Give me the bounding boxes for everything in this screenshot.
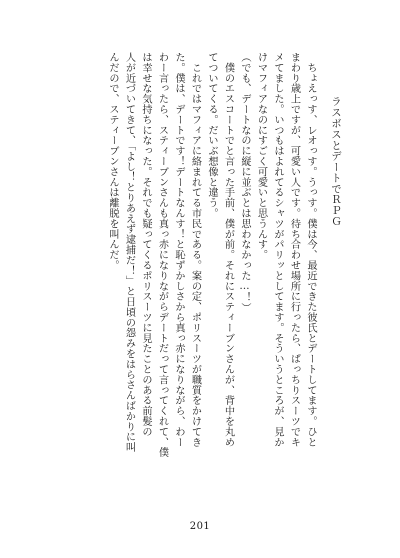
text-column: ちょえっす、レオっす。うっす。僕は今、最近できた彼氏とデートしてます。ひと xyxy=(305,52,316,448)
text-column: は幸せな気持ちになった。それでも疑ってくるポリスーツに見たことのある前髪の xyxy=(140,52,151,437)
text-column: てついてくる。だいぶ想像と違う。 xyxy=(206,52,217,219)
page-number: 201 xyxy=(189,521,211,532)
body-text xyxy=(104,52,319,502)
chapter-title: ラスボスとデートでＲＰＧ xyxy=(330,96,342,227)
text-column: けマフィアなのにすごく可愛いと思うんす。 xyxy=(255,52,267,260)
text-column: （でも、デートなのに縦に並ぶとは思わなかった…！） xyxy=(239,52,250,313)
text-column: 僕のエスコートでと言った手前、僕が前。それにスティーブンさんが、背中を丸め xyxy=(222,52,234,448)
text-column: わー言ったら、スティーブンさんも真っ赤になりながらデートだって言ってくれて、僕 xyxy=(156,52,168,458)
text-column: まわり歳上ですが、可愛い人です。待ち合わせ場所に行ったら、ぱっちりスーツでキ xyxy=(288,52,300,448)
text-column: これではマフィアに絡まれてる市民である。案の定、ポリスーツが職質をかけてき xyxy=(189,52,201,448)
text-column: んだので、スティーブンさんは離脱を叫んだ。 xyxy=(107,52,118,271)
text-column: 人が近づいてきて、「よし！とりあえず逮捕だ！」と日頃の怨みをはらさんばかりに叫 xyxy=(123,52,135,453)
text-column: メてました。いつもはよれてるシャツがパリッとしてます。そういうところが、見か xyxy=(272,52,283,448)
text-column: た。僕は、デートです！デートなんす！と恥ずかしさから真っ赤になりながら、わー xyxy=(173,52,184,448)
